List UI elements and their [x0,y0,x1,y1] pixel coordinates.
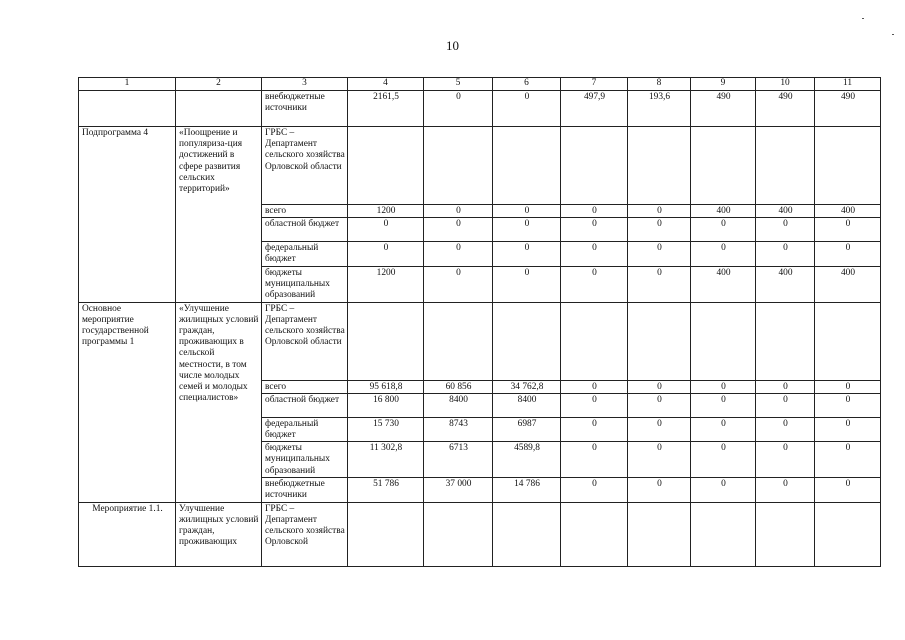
budget-table [78,77,881,567]
value-cell: 0 [815,380,881,393]
value-cell: 0 [424,91,493,127]
value-cell: 0 [628,393,691,417]
value-cell: 37 000 [424,478,493,502]
value-cell: 0 [628,266,691,302]
value-cell: 0 [628,205,691,218]
value-cell: 51 786 [348,478,424,502]
value-cell: 0 [493,242,561,266]
value-cell: 490 [691,91,756,127]
value-cell: 0 [424,242,493,266]
value-cell: 0 [561,242,628,266]
value-cell: 0 [493,205,561,218]
value-cell: 0 [561,205,628,218]
source-cell: внебюджетные источники [262,478,348,502]
value-cell: 400 [756,205,815,218]
value-cell: 2161,5 [348,91,424,127]
value-cell: 6987 [493,417,561,441]
value-cell: 0 [691,417,756,441]
column-header: 10 [756,78,815,91]
value-cell: 8400 [424,393,493,417]
table-row [79,502,881,566]
column-header: 4 [348,78,424,91]
source-cell: внебюджетные источники [262,91,348,127]
title-cell: «Улучшение жилищных условий граждан, проживающих в сельской местности, в том числе молодых семей и молодых специалистов» [176,302,262,502]
value-cell: 0 [493,266,561,302]
value-cell [561,502,628,566]
value-cell: 8400 [493,393,561,417]
column-header: 6 [493,78,561,91]
value-cell [628,302,691,380]
value-cell: 1200 [348,266,424,302]
value-cell: 0 [424,218,493,242]
value-cell: 4589,8 [493,442,561,478]
value-cell: 34 762,8 [493,380,561,393]
value-cell: 0 [561,417,628,441]
value-cell: 0 [561,266,628,302]
title-cell: Улучшение жилищных условий граждан, проживающих [176,502,262,566]
program-cell: Подпрограмма 4 [79,127,176,303]
source-cell: ГРБС – Департамент сельского хозяйства Орловской [262,502,348,566]
value-cell [691,502,756,566]
source-cell: областной бюджет [262,393,348,417]
value-cell: 6713 [424,442,493,478]
value-cell: 0 [628,380,691,393]
value-cell [424,502,493,566]
value-cell [691,302,756,380]
program-cell [79,91,176,127]
scan-speck [862,18,864,19]
value-cell: 11 302,8 [348,442,424,478]
value-cell: 16 800 [348,393,424,417]
value-cell: 0 [628,442,691,478]
value-cell [348,502,424,566]
value-cell [756,127,815,205]
value-cell: 400 [815,266,881,302]
value-cell: 95 618,8 [348,380,424,393]
value-cell: 0 [691,393,756,417]
table-row [79,302,881,380]
value-cell: 0 [424,266,493,302]
value-cell [628,502,691,566]
value-cell: 0 [561,380,628,393]
column-header: 5 [424,78,493,91]
value-cell: 0 [756,442,815,478]
source-cell: федеральный бюджет [262,417,348,441]
value-cell: 0 [493,218,561,242]
value-cell: 0 [756,218,815,242]
value-cell: 0 [628,242,691,266]
value-cell [756,302,815,380]
value-cell: 0 [815,478,881,502]
value-cell: 490 [815,91,881,127]
value-cell: 0 [691,478,756,502]
value-cell: 0 [628,478,691,502]
source-cell: всего [262,380,348,393]
value-cell: 400 [756,266,815,302]
column-header: 8 [628,78,691,91]
value-cell [561,302,628,380]
value-cell [424,302,493,380]
value-cell: 0 [691,242,756,266]
value-cell: 400 [691,266,756,302]
table-row [79,127,881,205]
value-cell [691,127,756,205]
value-cell: 0 [628,417,691,441]
source-cell: бюджеты муниципальных образований [262,442,348,478]
value-cell: 0 [815,393,881,417]
value-cell: 0 [756,478,815,502]
value-cell: 400 [691,205,756,218]
value-cell [348,127,424,205]
value-cell [815,502,881,566]
value-cell: 0 [493,91,561,127]
value-cell: 0 [561,478,628,502]
value-cell: 0 [561,393,628,417]
page-number: 10 [446,38,459,53]
value-cell [815,302,881,380]
title-cell [176,91,262,127]
value-cell: 60 856 [424,380,493,393]
value-cell: 0 [815,242,881,266]
source-cell: ГРБС – Департамент сельского хозяйства Орловской области [262,302,348,380]
program-cell: Основное мероприятие государственной программы 1 [79,302,176,502]
value-cell: 1200 [348,205,424,218]
table-row [79,91,881,127]
program-cell: Мероприятие 1.1. [79,502,176,566]
column-header: 9 [691,78,756,91]
value-cell [348,302,424,380]
value-cell: 0 [756,242,815,266]
value-cell [493,502,561,566]
value-cell [815,127,881,205]
value-cell: 0 [348,242,424,266]
value-cell [628,127,691,205]
value-cell: 193,6 [628,91,691,127]
value-cell: 0 [756,417,815,441]
column-header: 3 [262,78,348,91]
source-cell: всего [262,205,348,218]
value-cell [756,502,815,566]
value-cell: 15 730 [348,417,424,441]
source-cell: ГРБС – Департамент сельского хозяйства Орловской области [262,127,348,205]
value-cell: 0 [691,442,756,478]
value-cell: 0 [756,393,815,417]
value-cell: 8743 [424,417,493,441]
value-cell: 0 [561,218,628,242]
column-header: 11 [815,78,881,91]
column-number-row [79,78,881,91]
value-cell: 0 [424,205,493,218]
title-cell: «Поощрение и популяриза-ция достижений в сфере развития сельских территорий» [176,127,262,303]
value-cell: 0 [561,442,628,478]
value-cell: 0 [691,218,756,242]
value-cell: 14 786 [493,478,561,502]
value-cell: 400 [815,205,881,218]
value-cell: 0 [815,442,881,478]
value-cell [561,127,628,205]
value-cell: 497,9 [561,91,628,127]
value-cell [493,302,561,380]
value-cell: 0 [628,218,691,242]
value-cell: 0 [691,380,756,393]
value-cell [424,127,493,205]
source-cell: федеральный бюджет [262,242,348,266]
value-cell [493,127,561,205]
column-header: 1 [79,78,176,91]
column-header: 7 [561,78,628,91]
column-header: 2 [176,78,262,91]
value-cell: 0 [815,218,881,242]
value-cell: 0 [815,417,881,441]
value-cell: 490 [756,91,815,127]
source-cell: бюджеты муниципальных образований [262,266,348,302]
value-cell: 0 [348,218,424,242]
value-cell: 0 [756,380,815,393]
scan-speck [892,34,894,35]
source-cell: областной бюджет [262,218,348,242]
